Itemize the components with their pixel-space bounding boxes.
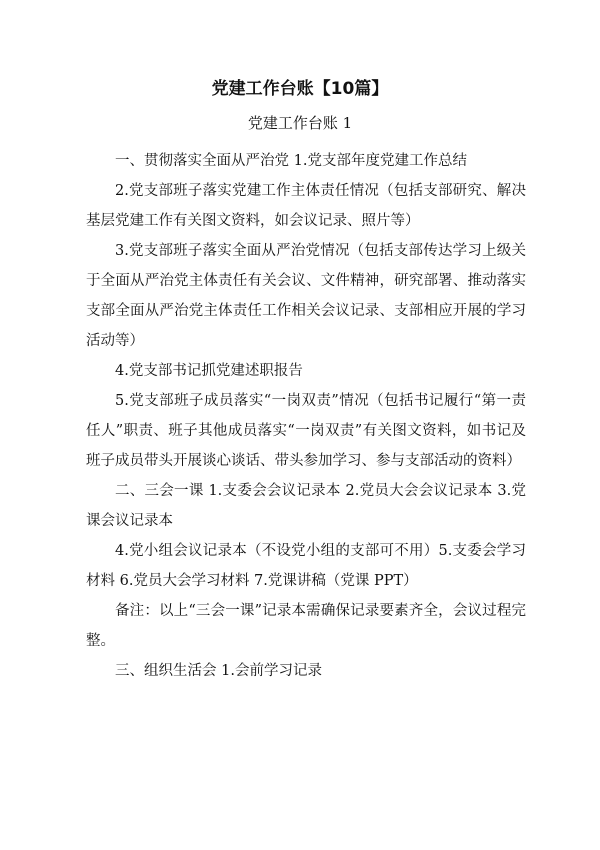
paragraph: 2.党支部班子落实党建工作主体责任情况（包括支部研究、解决基层党建工作有关图文资料，如会议记录、照片等） xyxy=(86,183,526,229)
paragraph: 一、贯彻落实全面从严治党 1.党支部年度党建工作总结 xyxy=(115,153,467,169)
paragraph: 三、组织生活会 1.会前学习记录 xyxy=(115,663,322,679)
paragraph: 3.党支部班子落实全面从严治党情况（包括支部传达学习上级关于全面从严治党主体责任有关会议、文件精神，研究部署、推动落实支部全面从严治党主体责任工作相关会议记录、支部相应开展的学习活动等） xyxy=(86,243,526,349)
document-title: 党建工作台账【10篇】 xyxy=(211,79,389,99)
paragraph: 4.党小组会议记录本（不设党小组的支部可不用）5.支委会学习材料 6.党员大会学习材料 7.党课讲稿（党课 PPT） xyxy=(86,543,526,589)
paragraph: 5.党支部班子成员落实“一岗双责”情况（包括书记履行“第一责任人”职责、班子其他成员落实“一岗双责”有关图文资料，如书记及班子成员带头开展谈心谈话、带头参加学习、参与支部活动的资料） xyxy=(86,393,526,469)
paragraph: 4.党支部书记抓党建述职报告 xyxy=(115,363,303,379)
document-body xyxy=(86,146,526,686)
paragraph: 备注：以上“三会一课”记录本需确保记录要素齐全，会议过程完整。 xyxy=(86,603,526,649)
document-subtitle: 党建工作台账 1 xyxy=(247,114,353,132)
paragraph: 二、三会一课 1.支委会会议记录本 2.党员大会会议记录本 3.党课会议记录本 xyxy=(86,483,526,529)
